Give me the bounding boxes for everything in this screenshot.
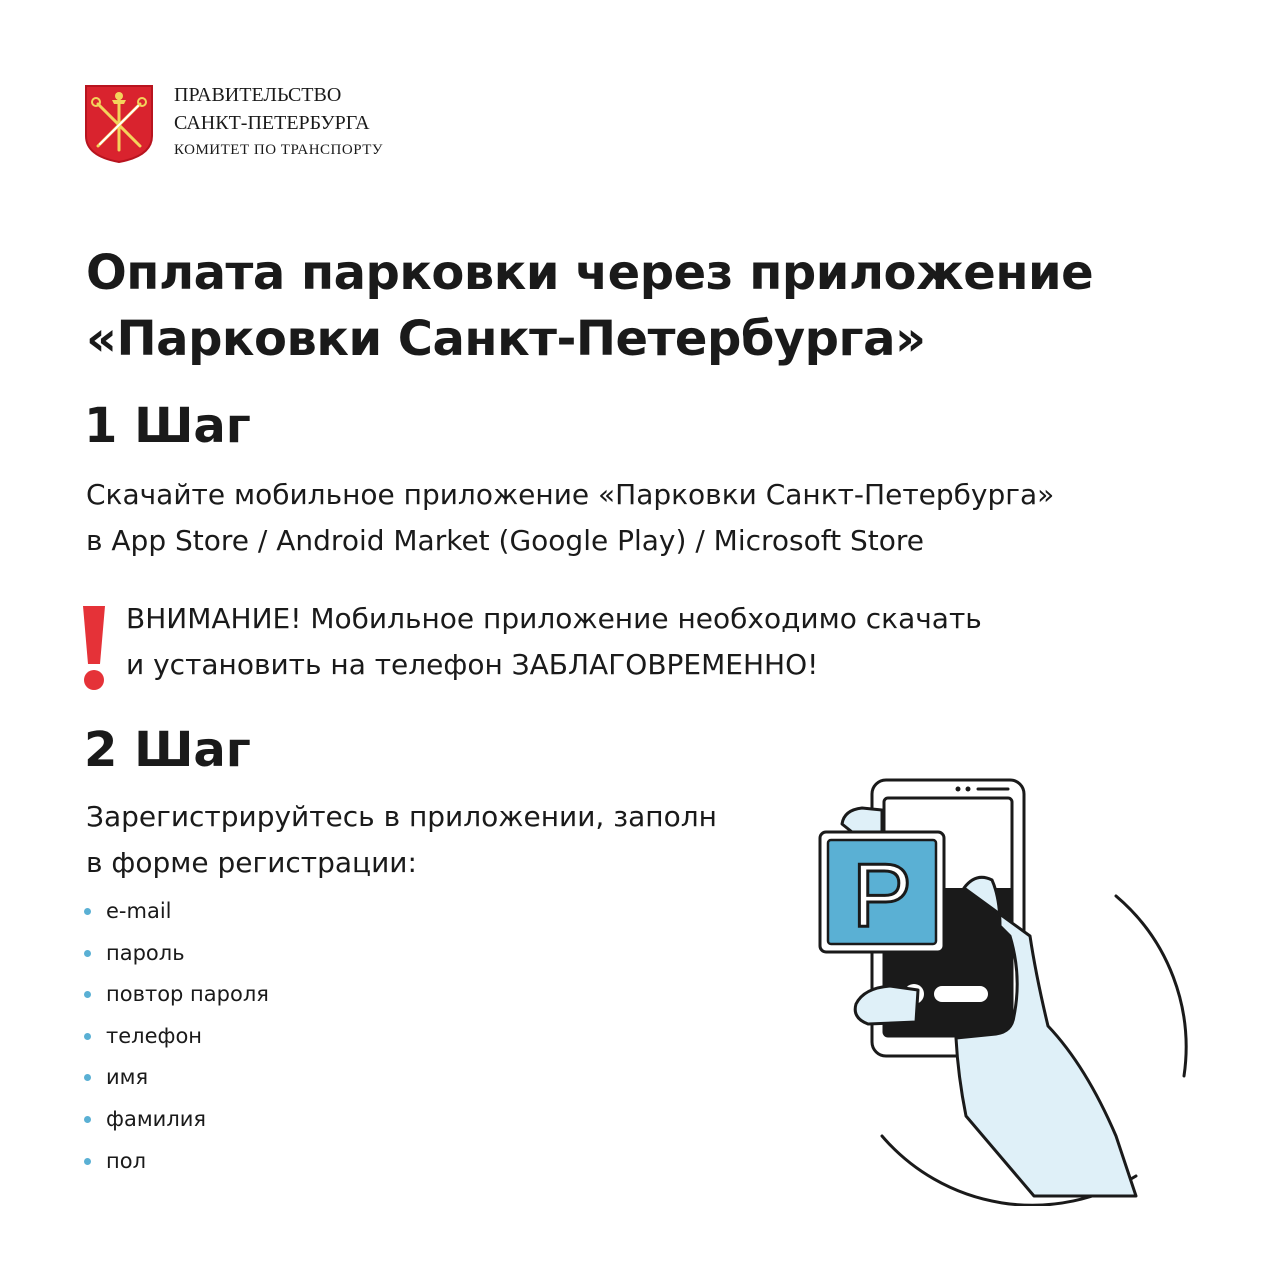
step-2-text-line-2: в форме регистрации: <box>86 846 417 879</box>
step-1-text-line-2: в App Store / Android Market (Google Play) / Microsoft Store <box>86 524 924 557</box>
bullet-icon <box>84 1158 91 1165</box>
list-item <box>84 1060 269 1102</box>
bullet-icon <box>84 908 91 915</box>
warning-text-line-2: и установить на телефон ЗАБЛАГОВРЕМЕННО! <box>126 648 819 681</box>
field-label: пароль <box>106 940 185 965</box>
bullet-icon <box>84 1033 91 1040</box>
field-label: e-mail <box>106 899 172 923</box>
bullet-icon <box>84 991 91 998</box>
field-label: имя <box>106 1065 149 1090</box>
step-1-heading: 1 Шаг <box>84 398 251 454</box>
list-item <box>84 1102 269 1144</box>
step-2-heading: 2 Шаг <box>84 722 251 778</box>
field-label: телефон <box>106 1023 203 1048</box>
step-1-text-line-1: Скачайте мобильное приложение «Парковки Санкт-Петербурга» <box>86 478 1055 511</box>
step-2-text-line-1: Зарегистрируйтесь в приложении, заполн <box>86 800 717 833</box>
list-item <box>84 894 269 936</box>
field-label: пол <box>106 1148 147 1173</box>
bullet-icon <box>84 950 91 957</box>
circle-arc-right <box>1116 896 1186 1076</box>
exclamation-icon <box>80 604 108 692</box>
list-item <box>84 1144 269 1186</box>
org-committee: КОМИТЕТ ПО ТРАНСПОРТУ <box>174 142 384 158</box>
page-title-line-1: Оплата парковки через приложение <box>86 245 1094 301</box>
org-name-line-2: САНКТ-ПЕТЕРБУРГА <box>174 112 370 134</box>
bullet-icon <box>84 1074 91 1081</box>
page-title-line-2: «Парковки Санкт-Петербурга» <box>86 311 926 367</box>
field-label: повтор пароля <box>106 982 269 1007</box>
coat-of-arms-icon <box>84 84 154 164</box>
warning-text-line-1: ВНИМАНИЕ! Мобильное приложение необходимо скачать <box>126 602 982 635</box>
parking-letter: P <box>851 846 913 946</box>
parking-sign-icon <box>820 832 944 952</box>
bullet-icon <box>84 1116 91 1123</box>
field-label: фамилия <box>106 1106 207 1131</box>
registration-fields-list <box>84 894 269 1185</box>
list-item <box>84 936 269 978</box>
phone-parking-illustration <box>786 776 1206 1206</box>
org-name-line-1: ПРАВИТЕЛЬСТВО <box>174 84 342 106</box>
list-item <box>84 1019 269 1061</box>
list-item <box>84 977 269 1019</box>
